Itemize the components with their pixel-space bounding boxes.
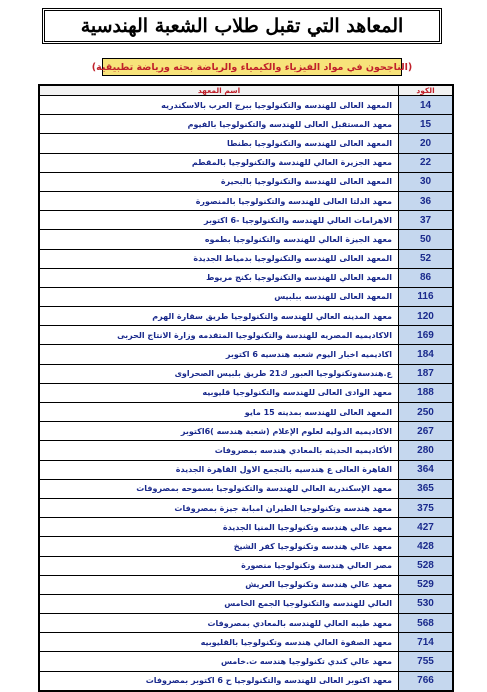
table-row bbox=[40, 441, 453, 460]
table-row bbox=[40, 633, 453, 652]
table-row bbox=[40, 383, 453, 402]
institute-code: 116 bbox=[399, 287, 453, 306]
table-row bbox=[40, 191, 453, 210]
institute-name: المعهد العالى للهندسه ببلبيس bbox=[40, 287, 399, 306]
table-row bbox=[40, 422, 453, 441]
institute-name: معهد هندسه وتكنولوجيا الطيران امبابة جيزة بمصروفات bbox=[40, 498, 399, 517]
institute-code: 280 bbox=[399, 441, 453, 460]
institute-name: معهد المدينه العالي للهندسه والتكنولوجيا طريق سقارة الهرم bbox=[40, 307, 399, 326]
institute-code: 267 bbox=[399, 422, 453, 441]
table-row bbox=[40, 556, 453, 575]
table-row bbox=[40, 594, 453, 613]
institute-code: 22 bbox=[399, 153, 453, 172]
institute-code: 250 bbox=[399, 403, 453, 422]
institute-name: الاكاديميه الدوليه لعلوم الإعلام (شعبة هندسه )6اكتوبر bbox=[40, 422, 399, 441]
institute-code: 755 bbox=[399, 652, 453, 671]
table-row bbox=[40, 96, 453, 115]
table-row bbox=[40, 498, 453, 517]
table-row bbox=[40, 287, 453, 306]
institute-name: معهد الصفوة العالي هندسه وتكنولوجيا بالقليوبيه bbox=[40, 633, 399, 652]
table-row bbox=[40, 614, 453, 633]
institute-name: معهد اكتوبر العالى للهندسه والتكنولوجيا ح 6 اكتوبر بمصروفات bbox=[40, 671, 399, 690]
column-header-code: الكود bbox=[399, 86, 453, 96]
institute-name: معهد طيبه العالي للهندسه بالمعادي بمصروفات bbox=[40, 614, 399, 633]
institute-name: معهد عالي كندي تكنولوجيا هندسه ت.خامس bbox=[40, 652, 399, 671]
table-body bbox=[40, 96, 453, 691]
institute-name: الأكاديميه الحديثه بالمعادي هندسه بمصروفات bbox=[40, 441, 399, 460]
institute-name: معهد المستقبل العالى للهندسه والتكنولوجيا بالفيوم bbox=[40, 115, 399, 134]
institute-name: مصر العالي هندسة وتكنولوجيا منصورة bbox=[40, 556, 399, 575]
institute-code: 529 bbox=[399, 575, 453, 594]
institute-code: 184 bbox=[399, 345, 453, 364]
institute-name: القاهرة العالى ع هندسيه بالتجمع الاول القاهرة الجديدة bbox=[40, 460, 399, 479]
table-row bbox=[40, 460, 453, 479]
institute-code: 187 bbox=[399, 364, 453, 383]
institute-name: المعهد العالى للهندسه والتكنولوجيا بدمياط الجديدة bbox=[40, 249, 399, 268]
page-title: المعاهد التي تقبل طلاب الشعبة الهندسية bbox=[42, 8, 442, 44]
institute-name: ع.هندسةوتكنولوجيا العبور ك21 طريق بلبيس الصحراوى bbox=[40, 364, 399, 383]
institute-code: 428 bbox=[399, 537, 453, 556]
table-row bbox=[40, 671, 453, 690]
institute-name: معهد الجزيرة العالي للهندسة والتكنولوجيا بالمقطم bbox=[40, 153, 399, 172]
institute-code: 37 bbox=[399, 211, 453, 230]
institute-name: المعهد العالي للهندسه والتكنولوجيا بكنج مريوط bbox=[40, 268, 399, 287]
table-row bbox=[40, 403, 453, 422]
institute-code: 36 bbox=[399, 191, 453, 210]
institute-code: 427 bbox=[399, 518, 453, 537]
institute-code: 375 bbox=[399, 498, 453, 517]
institute-name: العالي للهندسه والتكنولوجيا الجمع الخامس bbox=[40, 594, 399, 613]
institute-name: معهد عالي هندسه وتكنولوجيا كفر الشيخ bbox=[40, 537, 399, 556]
table-header-row bbox=[40, 86, 453, 96]
table-row bbox=[40, 268, 453, 287]
institute-code: 188 bbox=[399, 383, 453, 402]
table-row bbox=[40, 153, 453, 172]
institute-code: 714 bbox=[399, 633, 453, 652]
table-row bbox=[40, 115, 453, 134]
institute-code: 364 bbox=[399, 460, 453, 479]
institute-code: 50 bbox=[399, 230, 453, 249]
table-row bbox=[40, 211, 453, 230]
institute-name: الاهرامات العالي للهندسه والتكنولوجيا -6 اكتوبر bbox=[40, 211, 399, 230]
institute-name: المعهد العالى للهندسه والتكنولوجيا بطنطا bbox=[40, 134, 399, 153]
table-row bbox=[40, 345, 453, 364]
table-row bbox=[40, 364, 453, 383]
institute-name: المعهد العالى للهندسة والتكنولوجيا بالبحيرة bbox=[40, 172, 399, 191]
institute-code: 30 bbox=[399, 172, 453, 191]
table-row bbox=[40, 230, 453, 249]
table-row bbox=[40, 518, 453, 537]
institute-name: معهد الوادى العالى للهندسه والتكنولوجيا قليوبيه bbox=[40, 383, 399, 402]
institute-name: المعهد العالى للهندسه والتكنولوجيا ببرج العرب بالاسكندريه bbox=[40, 96, 399, 115]
institute-code: 365 bbox=[399, 479, 453, 498]
institute-code: 766 bbox=[399, 671, 453, 690]
institute-code: 86 bbox=[399, 268, 453, 287]
institute-name: معهد الدلتا العالى للهندسه والتكنولوجيا بالمنصورة bbox=[40, 191, 399, 210]
table-row bbox=[40, 134, 453, 153]
institute-code: 14 bbox=[399, 96, 453, 115]
institute-name: معهد الإسكندرية العالي للهندسة والتكنولوجيا بسموحه بمصروفات bbox=[40, 479, 399, 498]
institute-code: 52 bbox=[399, 249, 453, 268]
table-row bbox=[40, 249, 453, 268]
institute-name: معهد عالي هندسة وتكنولوجيا العريش bbox=[40, 575, 399, 594]
institute-name: الاكاديميه المصريه للهندسة والتكنولوجيا المتقدمه وزارة الانتاج الحربى bbox=[40, 326, 399, 345]
institute-name: اكاديميه اخبار اليوم شعبه هندسيه 6 اكتوبر bbox=[40, 345, 399, 364]
table-row bbox=[40, 575, 453, 594]
institutes-table bbox=[39, 85, 453, 691]
column-header-name: اسم المعهد bbox=[40, 86, 399, 96]
institute-code: 568 bbox=[399, 614, 453, 633]
institute-code: 169 bbox=[399, 326, 453, 345]
table-row bbox=[40, 326, 453, 345]
table-row bbox=[40, 307, 453, 326]
institute-name: معهد الجيزة العالي للهندسه والتكنولوجيا بطموه bbox=[40, 230, 399, 249]
table-row bbox=[40, 479, 453, 498]
page-subtitle: (الناجحون في مواد الفيزياء والكيمياء والرياضة بحته ورياضة تطبيقية) bbox=[102, 58, 402, 76]
table-row bbox=[40, 652, 453, 671]
institute-name: معهد عالي هندسه وتكنولوجيا المنيا الجديدة bbox=[40, 518, 399, 537]
institutes-table-container bbox=[38, 84, 454, 692]
institute-code: 530 bbox=[399, 594, 453, 613]
institute-code: 120 bbox=[399, 307, 453, 326]
institute-code: 20 bbox=[399, 134, 453, 153]
institute-code: 15 bbox=[399, 115, 453, 134]
table-row bbox=[40, 172, 453, 191]
institute-code: 528 bbox=[399, 556, 453, 575]
table-row bbox=[40, 537, 453, 556]
institute-name: المعهد العالى للهندسه بمدينه 15 مايو bbox=[40, 403, 399, 422]
